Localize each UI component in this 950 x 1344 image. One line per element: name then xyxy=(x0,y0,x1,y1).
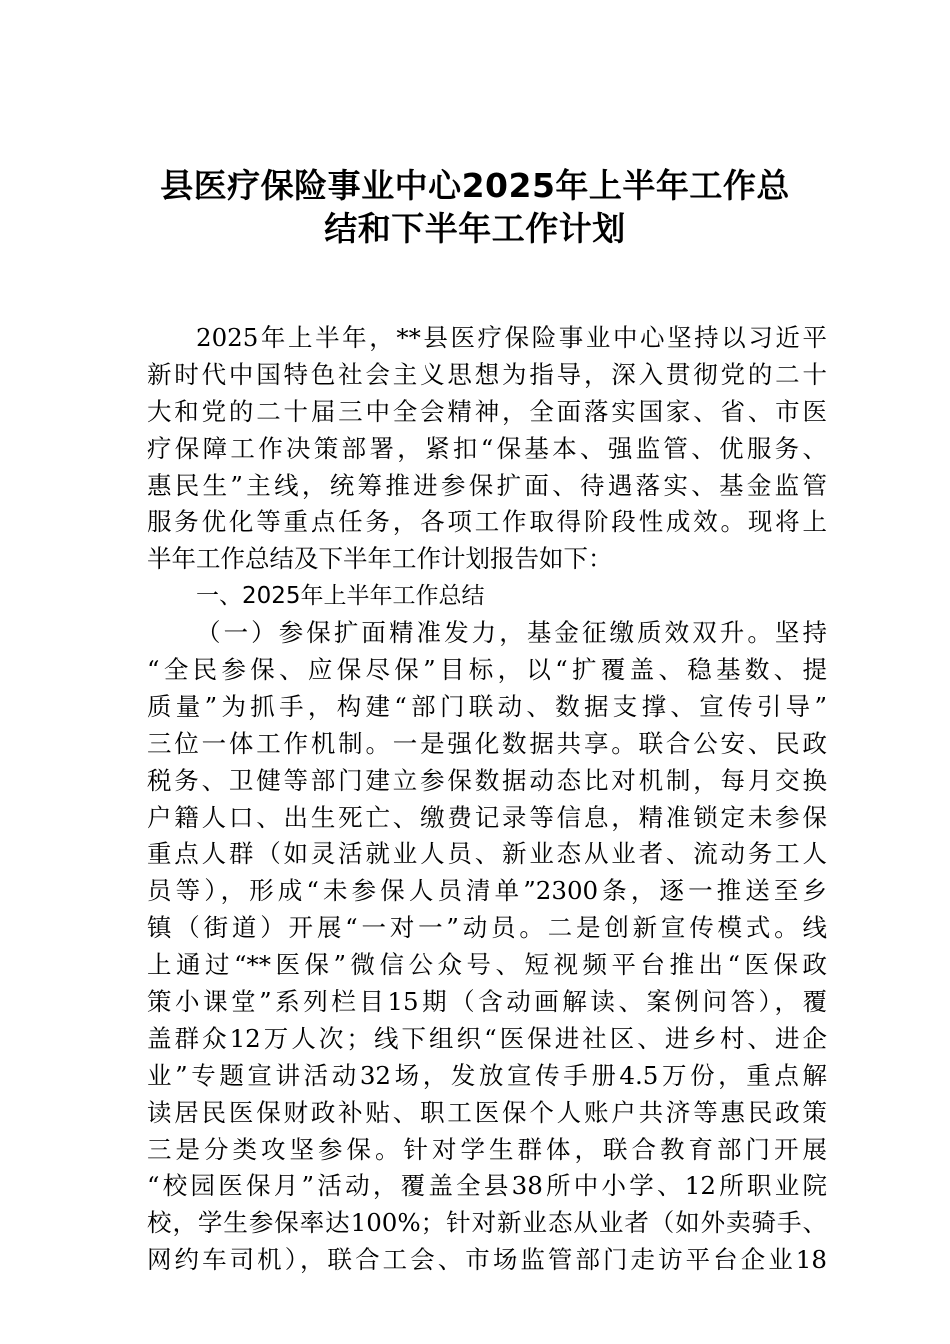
paragraph-line: 半年工作总结及下半年工作计划报告如下： xyxy=(147,544,613,574)
document-title-line-2: 结和下半年工作计划 xyxy=(324,209,626,248)
paragraph-line: 三位一体工作机制。一是强化数据共享。联合公安、民政 xyxy=(147,728,827,758)
paragraph-line: 上通过“**医保”微信公众号、短视频平台推出“医保政 xyxy=(147,950,827,980)
paragraph-line: （一）参保扩面精准发力，基金征缴质效双升。坚持 xyxy=(196,618,827,648)
paragraph-line: “校园医保月”活动，覆盖全县38所中小学、12所职业院 xyxy=(147,1171,827,1201)
paragraph-line: 重点人群（如灵活就业人员、新业态从业者、流动务工人 xyxy=(147,839,827,869)
paragraph-line: 员等），形成“未参保人员清单”2300条，逐一推送至乡 xyxy=(147,876,827,906)
paragraph-line: 户籍人口、出生死亡、缴费记录等信息，精准锁定未参保 xyxy=(147,802,827,832)
paragraph-line: 网约车司机），联合工会、市场监管部门走访平台企业18 xyxy=(147,1245,827,1275)
paragraph-line: 2025年上半年，**县医疗保险事业中心坚持以习近平 xyxy=(196,323,827,352)
paragraph-line: “全民参保、应保尽保”目标，以“扩覆盖、稳基数、提 xyxy=(147,655,827,685)
paragraph-line: 校，学生参保率达100%；针对新业态从业者（如外卖骑手、 xyxy=(147,1208,827,1238)
paragraph-line: 盖群众12万人次；线下组织“医保进社区、进乡村、进企 xyxy=(147,1023,827,1053)
section-heading: 一、2025年上半年工作总结 xyxy=(196,583,485,610)
paragraph-line: 税务、卫健等部门建立参保数据动态比对机制，每月交换 xyxy=(147,765,827,795)
paragraph-line: 镇（街道）开展“一对一”动员。二是创新宣传模式。线 xyxy=(147,913,827,943)
paragraph-line: 策小课堂”系列栏目15期（含动画解读、案例问答），覆 xyxy=(147,987,827,1017)
document-title-line-1: 县医疗保险事业中心2025年上半年工作总 xyxy=(160,166,790,205)
paragraph-line: 质量”为抓手，构建“部门联动、数据支撑、宣传引导” xyxy=(147,691,827,721)
paragraph-line: 惠民生”主线，统筹推进参保扩面、待遇落实、基金监管 xyxy=(147,470,827,500)
paragraph-line: 大和党的二十届三中全会精神，全面落实国家、省、市医 xyxy=(147,396,827,426)
paragraph-line: 新时代中国特色社会主义思想为指导，深入贯彻党的二十 xyxy=(147,359,827,389)
paragraph-line: 业”专题宣讲活动32场，发放宣传手册4.5万份，重点解 xyxy=(147,1060,827,1090)
document-body xyxy=(147,320,827,1279)
paragraph-line: 疗保障工作决策部署，紧扣“保基本、强监管、优服务、 xyxy=(147,433,827,463)
paragraph-line: 服务优化等重点任务，各项工作取得阶段性成效。现将上 xyxy=(147,507,827,537)
paragraph-line: 读居民医保财政补贴、职工医保个人账户共济等惠民政策 xyxy=(147,1097,827,1127)
paragraph-line: 三是分类攻坚参保。针对学生群体，联合教育部门开展 xyxy=(147,1134,827,1164)
